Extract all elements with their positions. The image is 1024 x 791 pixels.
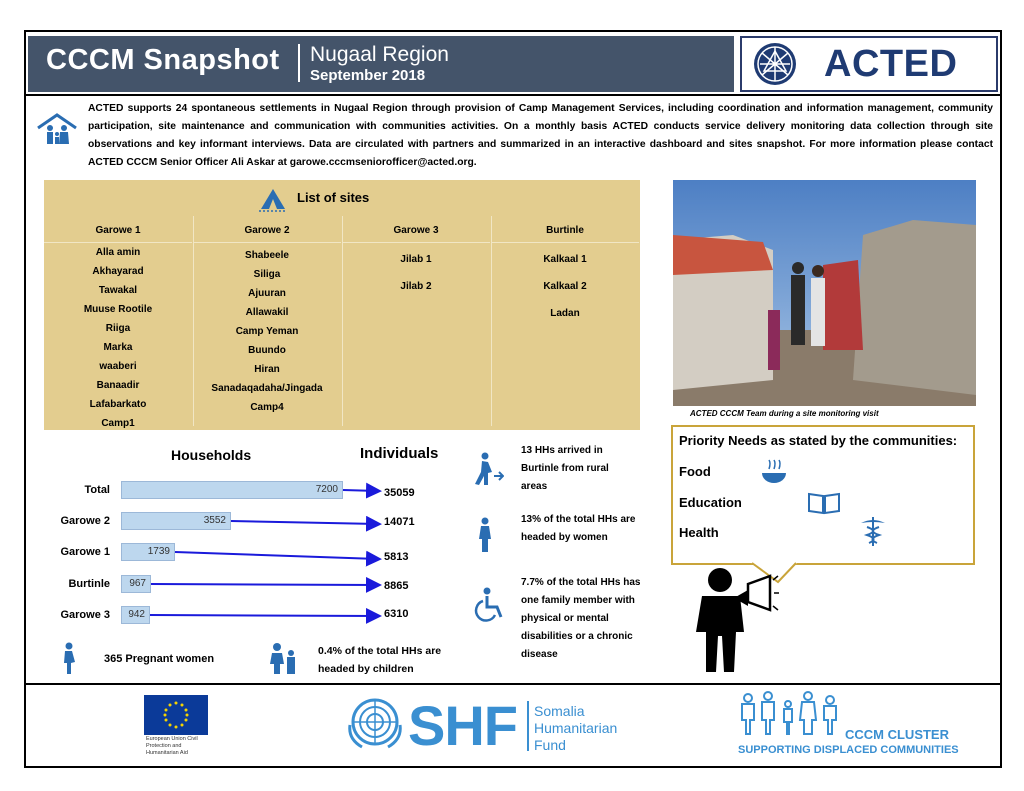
column-header: Garowe 1 [44,220,192,243]
un-emblem-icon [344,695,406,753]
individuals-value: 35059 [384,487,415,499]
shf-wordmark: SHF [408,694,517,757]
acted-wordmark: ACTED [824,43,958,85]
individuals-title: Individuals [360,445,439,462]
household-bar [121,512,231,530]
site-item: Marka [103,342,133,353]
site-item: Banaadir [96,380,140,391]
camp-photo-image [673,180,976,406]
shf-sub-line: Somalia [534,703,585,719]
acted-globe-icon [752,41,798,87]
arrived-stat: 13 HHs arrived in Burtinle from rural areas [521,445,609,492]
site-item: Alla amin [95,247,141,258]
children-headed-stat: 0.4% of the total HHs are headed by children [318,645,442,675]
shf-separator [527,701,529,751]
site-item: Jilab 2 [400,281,432,292]
household-bar [121,481,343,499]
shf-subtitle [534,703,617,754]
header-banner [28,36,734,92]
site-item: Kalkaal 1 [543,254,587,265]
site-item: Ladan [550,308,580,319]
site-item: Tawakal [98,285,138,296]
household-value: 967 [129,578,146,589]
sites-column-garowe2 [193,220,341,430]
bar-category-label: Burtinle [68,578,110,590]
cccm-people-icon [738,690,848,738]
disability-stat: 7.7% of the total HHs has one family member with physical or mental disabilities or a chronic disease [521,577,641,660]
household-value: 1739 [147,546,170,557]
book-icon [807,491,841,515]
food-bowl-icon [759,459,789,489]
individuals-value: 14071 [384,516,415,528]
household-bar [121,543,175,561]
site-item: Sanadaqadaha/Jingada [211,383,323,394]
individuals-value: 5813 [384,551,409,563]
sites-table [44,180,640,430]
cccm-cluster-title: CCCM CLUSTER [845,727,949,742]
header-separator [298,44,300,82]
site-item: Camp Yeman [235,326,299,337]
site-item: Jilab 1 [400,254,432,265]
pregnant-women-stat: 365 Pregnant women [104,653,215,665]
bar-category-label: Garowe 2 [60,515,110,527]
sites-title: List of sites [297,190,370,205]
site-item: Buundo [248,345,286,356]
region-title: Nugaal Region [310,43,449,66]
page-title: CCCM Snapshot [46,44,280,76]
cccm-cluster-subtitle: SUPPORTING DISPLACED COMMUNITIES [738,744,959,756]
women-headed-stat: 13% of the total HHs are headed by women [521,514,636,543]
household-value: 7200 [315,484,338,495]
column-header: Burtinle [491,220,639,243]
site-item: Ajuuran [248,288,286,299]
caduceus-icon [859,515,887,547]
site-photo [673,180,976,406]
megaphone-person-icon [690,566,780,676]
column-header: Garowe 3 [342,220,490,243]
bar-category-label: Garowe 3 [60,609,110,621]
bar-category-label: Garowe 1 [60,546,110,558]
report-date: September 2018 [310,67,426,84]
household-value: 3552 [203,515,226,526]
site-item: Allawakil [245,307,289,318]
site-item: Kalkaal 2 [543,281,587,292]
tent-icon [258,187,288,213]
individuals-value: 6310 [384,608,409,620]
eu-caption: European Union Civil Protection and Humanitarian Aid [146,736,198,756]
children-icon [268,642,300,676]
shf-sub-line: Fund [534,737,566,753]
need-health: Health [679,525,719,540]
family-shelter-icon [34,112,80,148]
sites-column-garowe3 [342,220,490,430]
need-education: Education [679,495,742,510]
household-bar [121,575,151,593]
site-item: Akhayarad [92,266,144,277]
pregnant-woman-icon [60,642,78,676]
site-item: Camp1 [101,418,135,429]
site-item: Hiran [254,364,280,375]
footer-divider [24,683,1002,685]
site-item: waaberi [99,361,137,372]
individuals-value: 8865 [384,580,409,592]
header-divider [24,94,1002,96]
household-bar [121,606,150,624]
shf-sub-line: Humanitarian [534,720,618,736]
household-value: 942 [128,609,145,620]
wheelchair-icon [473,587,505,623]
sites-column-burtinle [491,220,639,430]
site-item: Camp4 [250,402,284,413]
intro-paragraph: ACTED supports 24 spontaneous settlements in Nugaal Region through provision of Camp Management Services, including coordination and information management, community participation, site maintenance and communication with communities activities. On a monthly basis ACTED conducts service delivery monitoring data collection through site observations and key informant interviews. Data are circulated with partners and summarized in an interactive dashboard and sites snapshot. For more information please contact ACTED CCCM Senior Officer Ali Askar at garowe.cccmseniorofficer@acted.org. [88,103,993,168]
households-title: Households [171,447,252,463]
need-food: Food [679,464,711,479]
priority-needs-box [671,425,975,565]
acted-logo [740,36,998,92]
column-header: Garowe 2 [193,220,341,243]
site-item: Siliga [253,269,281,280]
eu-flag-icon [144,695,208,735]
site-item: Lafabarkato [89,399,147,410]
sites-column-garowe1 [44,220,192,430]
woman-icon [478,517,492,553]
site-item: Riiga [105,323,131,334]
walking-person-icon [472,452,504,486]
needs-title: Priority Needs as stated by the communities: [679,433,958,448]
site-item: Muuse Rootile [83,304,153,315]
photo-caption: ACTED CCCM Team during a site monitoring visit [690,409,879,418]
site-item: Shabeele [245,250,289,261]
bar-category-label: Total [84,484,110,496]
